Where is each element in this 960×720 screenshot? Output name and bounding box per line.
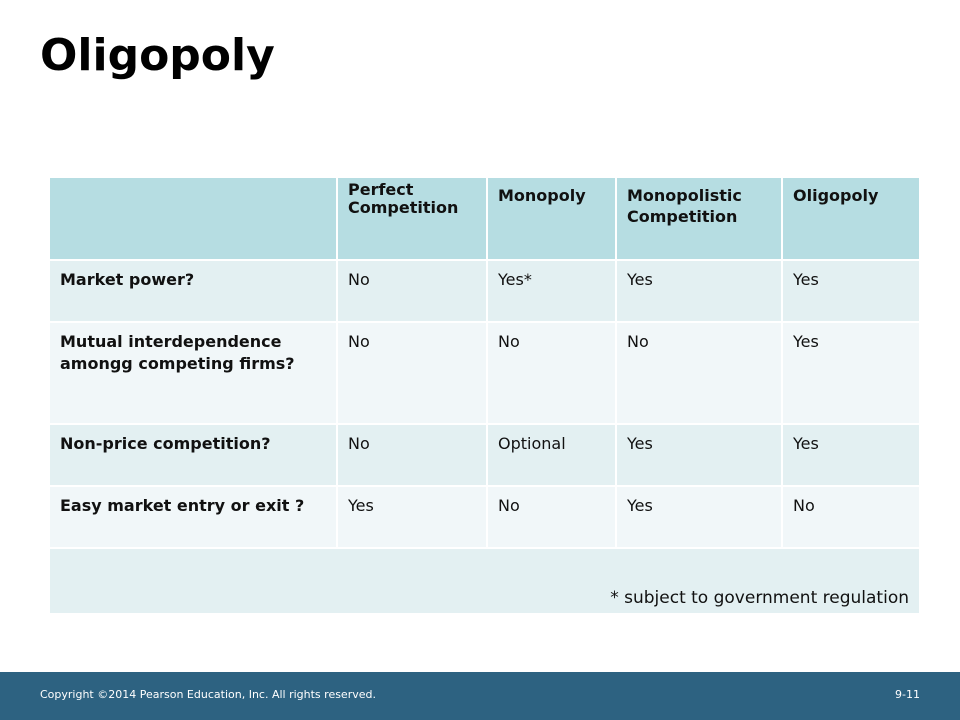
header-perfect-competition: Perfect Competition — [337, 177, 487, 260]
table-cell: Yes — [616, 486, 782, 548]
table-cell: Yes* — [487, 260, 616, 322]
table-cell: Yes — [616, 260, 782, 322]
header-oligopoly: Oligopoly — [782, 177, 920, 260]
table-header-row — [49, 177, 920, 260]
slide-title: Oligopoly — [40, 30, 275, 81]
table-cell: Yes — [782, 260, 920, 322]
header-monopolistic-competition: Monopolistic Competition — [616, 177, 782, 260]
table-row — [49, 260, 920, 322]
table-cell: No — [616, 322, 782, 424]
page-number: 9-11 — [895, 688, 920, 701]
table-cell: Yes — [616, 424, 782, 486]
copyright-text: Copyright ©2014 Pearson Education, Inc. All rights reserved. — [40, 688, 376, 701]
footnote-row — [49, 548, 920, 614]
table-row — [49, 322, 920, 424]
row-label: Market power? — [49, 260, 337, 322]
header-monopoly: Monopoly — [487, 177, 616, 260]
table-cell: No — [782, 486, 920, 548]
table-cell: No — [487, 486, 616, 548]
table-row — [49, 486, 920, 548]
table-cell: Optional — [487, 424, 616, 486]
table-cell: Yes — [337, 486, 487, 548]
footnote-text: * subject to government regulation — [49, 548, 920, 614]
row-label: Easy market entry or exit ? — [49, 486, 337, 548]
footer-bar — [0, 672, 960, 720]
table-cell: No — [337, 322, 487, 424]
row-label: Mutual interdependence amongg competing firms? — [49, 322, 337, 424]
table-cell: No — [337, 260, 487, 322]
table-cell: Yes — [782, 322, 920, 424]
table-cell: Yes — [782, 424, 920, 486]
header-corner — [49, 177, 337, 260]
table-cell: No — [487, 322, 616, 424]
row-label: Non-price competition? — [49, 424, 337, 486]
table-row — [49, 424, 920, 486]
table-cell: No — [337, 424, 487, 486]
comparison-table — [48, 176, 921, 615]
